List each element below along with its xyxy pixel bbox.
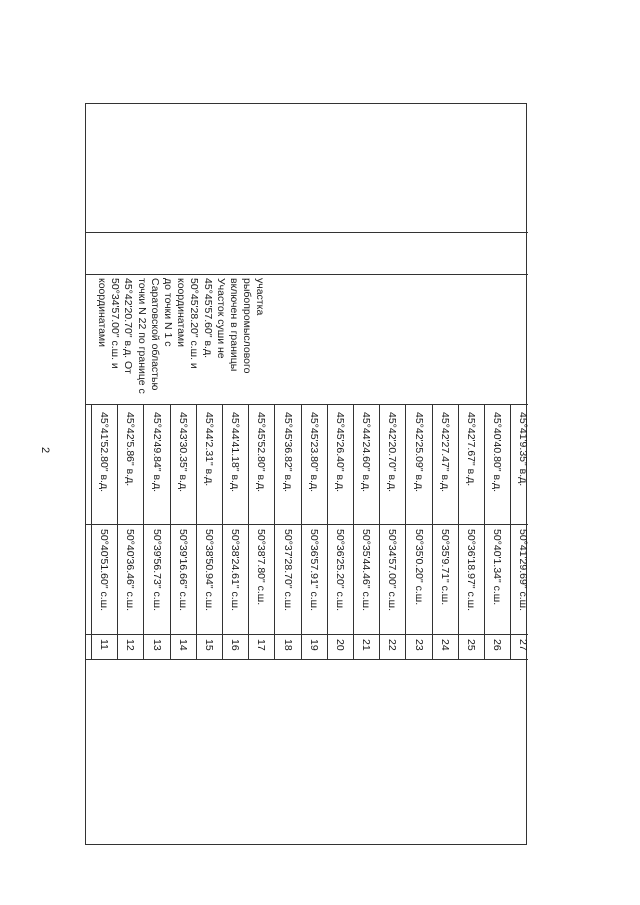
latitude-cell: 50°41'29.69" с.ш.	[517, 529, 530, 611]
longitude-cell: 45°42'27.47" в.д.	[438, 412, 451, 493]
row-number-cell: 15	[203, 639, 215, 651]
longitude-cell: 45°45'26.40" в.д.	[334, 412, 346, 493]
description-line: 45°42'20.70" в.д. От	[122, 278, 135, 374]
longitude-cell: 45°44'24.60" в.д.	[360, 412, 373, 493]
row-number-cell: 16	[229, 639, 242, 651]
grid-line	[327, 404, 328, 659]
row-number-cell: 12	[124, 639, 137, 651]
row-number-cell: 22	[386, 639, 399, 651]
coordinates-table	[85, 103, 530, 845]
grid-line	[458, 404, 459, 659]
latitude-cell: 50°39'16.66" с.ш.	[176, 529, 189, 611]
longitude-cell: 45°40'40.80" в.д.	[491, 412, 504, 493]
description-line: Участок суши не	[214, 278, 227, 359]
latitude-cell: 50°35'44.46" с.ш.	[360, 529, 373, 611]
row-number-cell: 14	[176, 639, 189, 651]
grid-line	[86, 634, 528, 635]
longitude-cell: 45°45'36.82" в.д.	[281, 412, 294, 493]
row-number-cell: 25	[465, 639, 477, 651]
grid-line	[86, 232, 528, 233]
longitude-cell: 45°41'9.35" в.д.	[517, 412, 530, 487]
grid-line	[379, 404, 380, 659]
latitude-cell: 50°39'56.73" с.ш.	[150, 529, 163, 611]
row-number-cell: 23	[412, 639, 425, 651]
description-line: координатами	[96, 278, 108, 348]
longitude-cell: 45°42'20.70" в.д.	[386, 412, 399, 493]
grid-line	[405, 404, 406, 659]
row-number-cell: 27	[517, 639, 530, 651]
description-line: рыбопромыслового	[241, 278, 254, 374]
description-line: участка	[254, 278, 267, 316]
row-number-cell: 11	[98, 639, 111, 650]
latitude-cell: 50°40'1.34" с.ш.	[491, 529, 504, 606]
longitude-cell: 45°42'49.84" в.д.	[150, 412, 163, 493]
longitude-cell: 45°42'7.67" в.д.	[465, 412, 477, 487]
grid-line	[301, 404, 302, 659]
longitude-cell: 45°42'5.86" в.д.	[124, 412, 137, 487]
longitude-cell: 45°44'2.31" в.д.	[203, 412, 215, 487]
latitude-cell: 50°36'57.91" с.ш.	[307, 529, 320, 611]
description-line: Саратовской областью	[148, 278, 161, 391]
row-number-cell: 13	[150, 639, 163, 651]
grid-line	[86, 274, 528, 275]
page-number: 2	[39, 446, 51, 454]
latitude-cell: 50°40'51.60" с.ш.	[98, 529, 111, 611]
grid-line	[484, 404, 485, 659]
grid-line	[274, 404, 275, 659]
row-number-cell: 18	[281, 639, 294, 651]
description-line: точки N 22 по границе с	[135, 278, 148, 394]
longitude-cell: 45°43'30.35" в.д.	[176, 412, 189, 493]
latitude-cell: 50°36'25.20" с.ш.	[334, 529, 346, 611]
grid-line	[91, 404, 92, 659]
latitude-cell: 50°38'50.94" с.ш.	[203, 529, 215, 611]
row-number-cell: 19	[307, 639, 320, 651]
row-number-cell: 20	[334, 639, 346, 651]
grid-line	[143, 404, 144, 659]
grid-line	[170, 404, 171, 659]
grid-line	[510, 404, 511, 659]
longitude-cell: 45°42'25.09" в.д.	[412, 412, 425, 493]
latitude-cell: 50°40'36.46" с.ш.	[124, 529, 137, 611]
latitude-cell: 50°38'7.80" с.ш.	[255, 529, 268, 606]
latitude-cell: 50°38'24.61" с.ш.	[229, 529, 242, 611]
latitude-cell: 50°34'57.00" с.ш.	[386, 529, 399, 611]
longitude-cell: 45°45'52.80" в.д.	[255, 412, 268, 493]
grid-line	[86, 524, 528, 525]
grid-line	[86, 659, 528, 660]
grid-line	[86, 404, 528, 405]
grid-line	[196, 404, 197, 659]
longitude-cell: 45°44'41.18" в.д.	[229, 412, 242, 493]
longitude-cell: 45°45'23.80" в.д.	[307, 412, 320, 493]
description-line: до точки N 1 с	[162, 278, 174, 347]
grid-line	[432, 404, 433, 659]
description-line: 50°45'28.20" с.ш. и	[188, 278, 201, 369]
row-number-cell: 26	[491, 639, 504, 651]
description-line: 45°45'57.60" в.д.	[201, 278, 214, 359]
description-line: 50°34'57.00" с.ш. и	[109, 278, 122, 369]
latitude-cell: 50°37'28.70" с.ш.	[281, 529, 294, 611]
row-number-cell: 21	[360, 639, 373, 651]
description-line: координатами	[175, 278, 188, 348]
longitude-cell: 45°41'52.80" в.д.	[98, 412, 111, 493]
description-line: включен в границы	[228, 278, 240, 372]
grid-line	[117, 404, 118, 659]
grid-line	[222, 404, 223, 659]
row-number-cell: 24	[438, 639, 451, 651]
latitude-cell: 50°35'9.71" с.ш.	[438, 529, 451, 606]
grid-line	[248, 404, 249, 659]
row-number-cell: 17	[255, 639, 268, 651]
latitude-cell: 50°36'18.97" с.ш.	[465, 529, 477, 611]
latitude-cell: 50°35'0.20" с.ш.	[412, 529, 425, 606]
grid-line	[353, 404, 354, 659]
